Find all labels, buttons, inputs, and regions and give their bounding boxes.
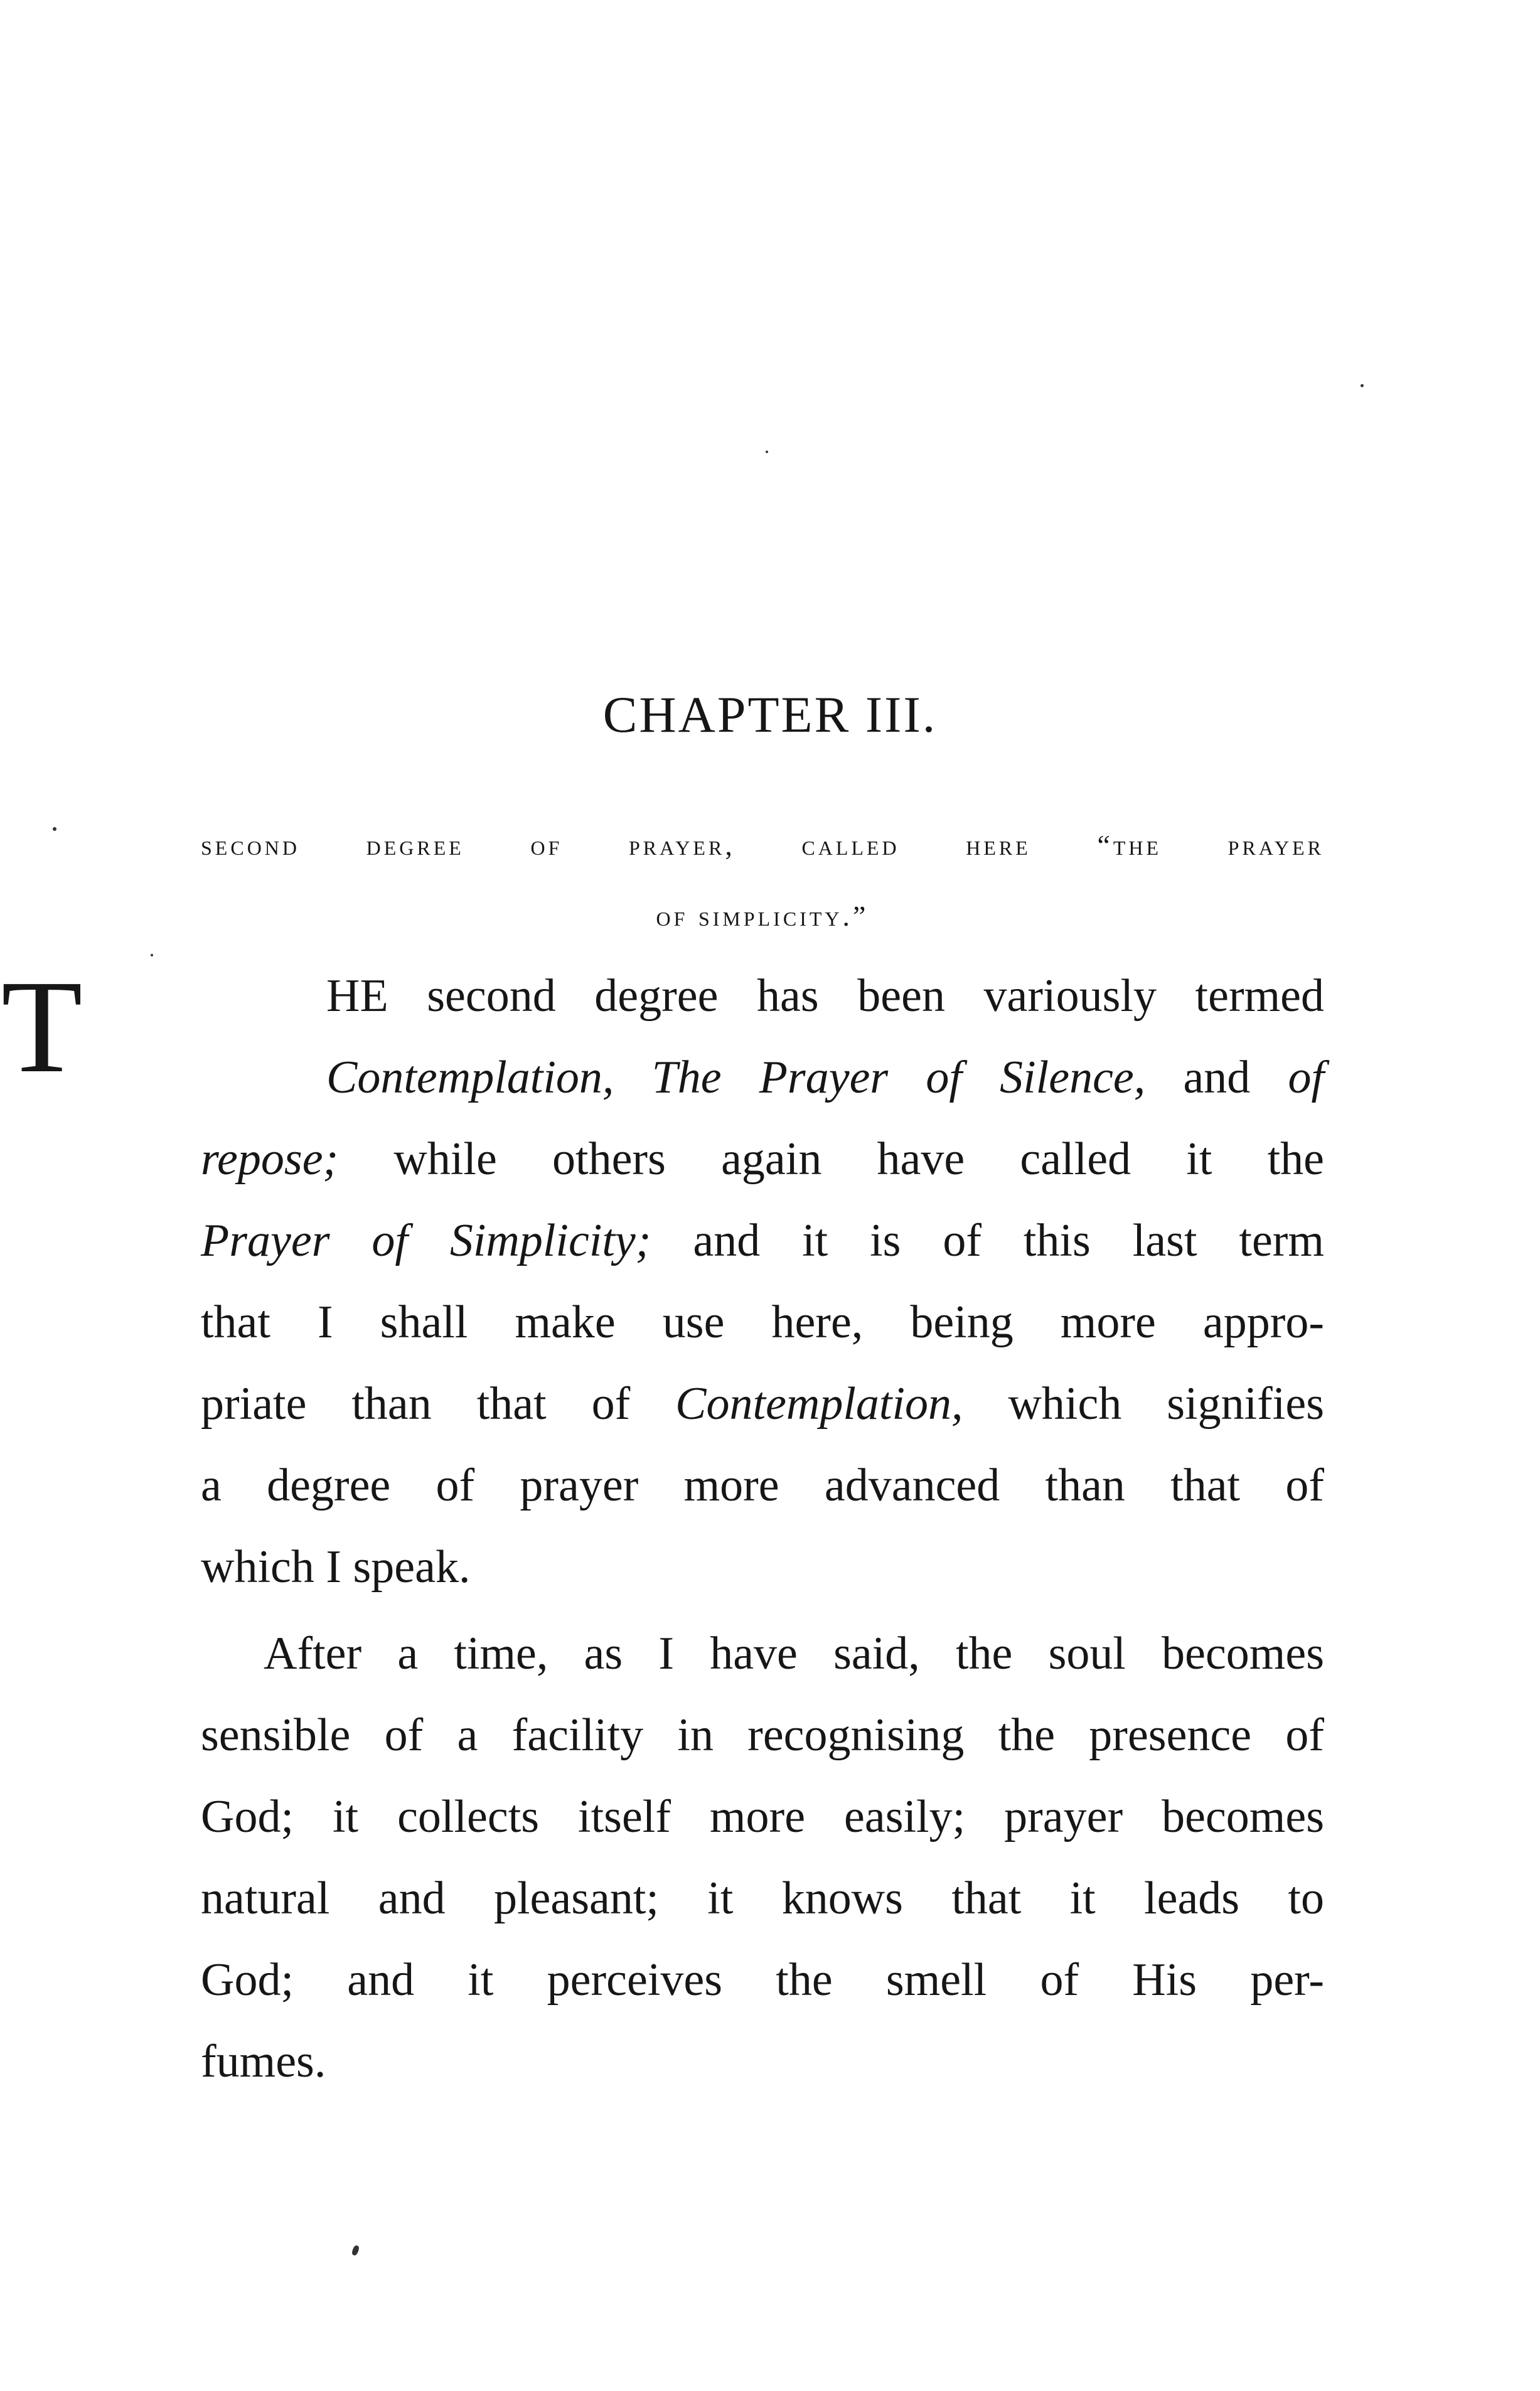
italic-run: Contemplation, [675,1378,963,1430]
subtitle-line-1: second degree of prayer, called here “the prayer [201,829,1324,861]
text-line: that I shall make use here, being more appro- [201,1297,1324,1348]
text-line: sensible of a facility in recognising the presence of [201,1709,1324,1761]
print-speck [151,954,153,956]
italic-run: Prayer of Simplicity; [201,1215,651,1266]
chapter-subtitle [201,810,1324,951]
text-run: while others again have called it the [393,1133,1325,1185]
subtitle-line-2: of simplicity.” [656,900,869,932]
paragraph-1 [201,955,1324,1608]
text-line: a degree of prayer more advanced than that of [201,1460,1324,1511]
text-line: natural and pleasant; it knows that it leads to [201,1873,1324,1924]
text-run: and [1183,1052,1251,1103]
text-line: After a time, as I have said, the soul becomes [264,1628,1324,1679]
text-run: and it is of this last term [693,1215,1325,1266]
text-line: which I speak. [201,1541,471,1593]
body-text [201,955,1324,2102]
italic-run: of [1288,1052,1325,1103]
paragraph-2 [201,1613,1324,2102]
text-run: which signifies [1008,1378,1324,1430]
text-line: God; it collects itself more easily; prayer becomes [201,1791,1324,1843]
text-run: HE second degree has been variously termed [326,970,1324,1022]
print-speck [53,827,56,831]
italic-run: Contemplation, [326,1052,614,1103]
text-line [201,1200,1324,1281]
chapter-title: CHAPTER III. [602,686,938,743]
text-line: God; and it perceives the smell of His per- [201,1954,1324,2006]
italic-run: repose; [201,1133,339,1185]
print-speck [351,2245,360,2256]
text-run: priate than that of [201,1378,631,1430]
text-line [201,1363,1324,1445]
print-speck [1361,384,1364,387]
drop-cap: T [1,953,83,1100]
text-line [201,1118,1324,1200]
text-line [201,1037,1324,1118]
text-line: fumes. [201,2036,326,2087]
italic-run: The Prayer of Silence, [651,1052,1146,1103]
print-speck [766,451,768,453]
text-line [201,955,1324,1037]
